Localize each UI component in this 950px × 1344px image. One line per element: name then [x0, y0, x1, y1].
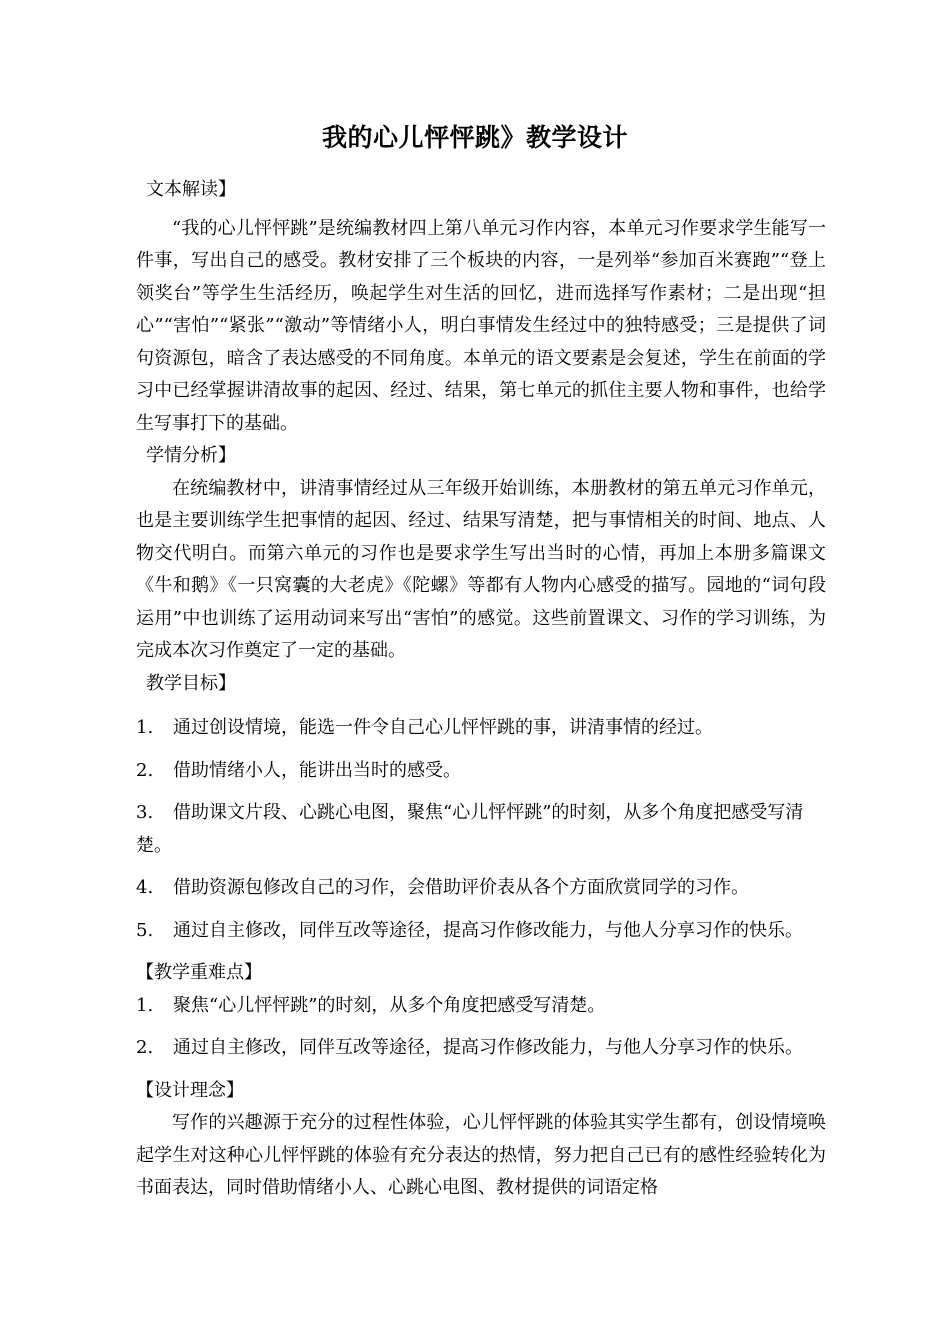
section-heading-text-interpretation: 文本解读】 — [146, 179, 236, 200]
list-item — [136, 915, 826, 948]
list-item-number: 2. — [136, 759, 154, 781]
list-item — [136, 872, 826, 905]
paragraph-learning-analysis: 在统编教材中，讲清事情经过从三年级开始训练，本册教材的第五单元习作单元，也是主要训练学生把事情的起因、经过、结果写清楚，把与事情相关的时间、地点、人物交代明白。而第六单元的习作也是要求学生写出当时的心情，再加上本册多篇课文《牛和鹅》《一只窝囊的大老虎》《陀螺》等都有人物内心感受的描写。园地的“词句段运用”中也训练了运用动词来写出“害怕”的感觉。这些前置课文、习作的学习训练，为完成本次习作奠定了一定的基础。 — [136, 477, 826, 661]
list-item-number: 3. — [136, 802, 154, 823]
list-item — [136, 1032, 826, 1065]
list-item — [136, 712, 826, 745]
list-item-text: 聚焦“心儿怦怦跳”的时刻，从多个角度把感受写清楚。 — [173, 994, 606, 1016]
section-heading-teaching-goals: 教学目标】 — [146, 672, 236, 694]
list-item-text: 借助课文片段、心跳心电图，聚焦“心儿怦怦跳”的时刻，从多个角度把感受写清楚。 — [136, 802, 804, 856]
paragraph-design-concept: 写作的兴趣源于充分的过程性体验，心儿怦怦跳的体验其实学生都有，创设情境唤起学生对这种心儿怦怦跳的体验有充分表达的热情，努力把自己已有的感性经验转化为书面表达，同时借助情绪小人、心跳心电图、教材提供的词语定格 — [136, 1112, 826, 1198]
key-points-list — [136, 990, 826, 1065]
section-heading-key-points: 【教学重难点】 — [136, 962, 262, 983]
list-item-text: 通过自主修改，同伴互改等途径，提高习作修改能力，与他人分享习作的快乐。 — [173, 919, 803, 941]
list-item-number: 1. — [136, 717, 154, 738]
section-heading-learning-analysis: 学情分析】 — [146, 445, 236, 466]
teaching-goals-list — [136, 712, 826, 947]
list-item-text: 借助资源包修改自己的习作，会借助评价表从各个方面欣赏同学的习作。 — [173, 877, 749, 898]
list-item-text: 通过创设情境，能选一件令自己心儿怦怦跳的事，讲清事情的经过。 — [173, 717, 713, 738]
list-item-number: 4. — [136, 877, 154, 898]
document-body — [136, 174, 826, 1205]
list-item — [136, 755, 826, 788]
section-heading-design-concept: 【设计理念】 — [136, 1079, 244, 1101]
list-item-text: 借助情绪小人，能讲出当时的感受。 — [173, 759, 461, 781]
document-title: 我的心儿怦怦跳》教学设计 — [321, 123, 628, 152]
list-item — [136, 990, 826, 1023]
list-item — [136, 797, 826, 862]
list-item-number: 5. — [136, 919, 154, 941]
paragraph-text-interpretation: “我的心儿怦怦跳”是统编教材四上第八单元习作内容，本单元习作要求学生能写一件事，写出自己的感受。教材安排了三个板块的内容，一是列举“参加百米赛跑”“登上领奖台”等学生生活经历，唤起学生对生活的回忆，进而选择写作素材；二是出现“担心”“害怕”“紧张”“激动”等情绪小人，明白事情发生经过中的独特感受；三是提供了词句资源包，暗含了表达感受的不同角度。本单元的语文要素是会复述，学生在前面的学习中已经掌握讲清故事的起因、经过、结果，第七单元的抓住主要人物和事件，也给学生写事打下的基础。 — [136, 217, 826, 434]
list-item-text: 通过自主修改，同伴互改等途径，提高习作修改能力，与他人分享习作的快乐。 — [173, 1037, 803, 1058]
list-item-number: 1. — [136, 994, 154, 1016]
list-item-number: 2. — [136, 1037, 154, 1058]
